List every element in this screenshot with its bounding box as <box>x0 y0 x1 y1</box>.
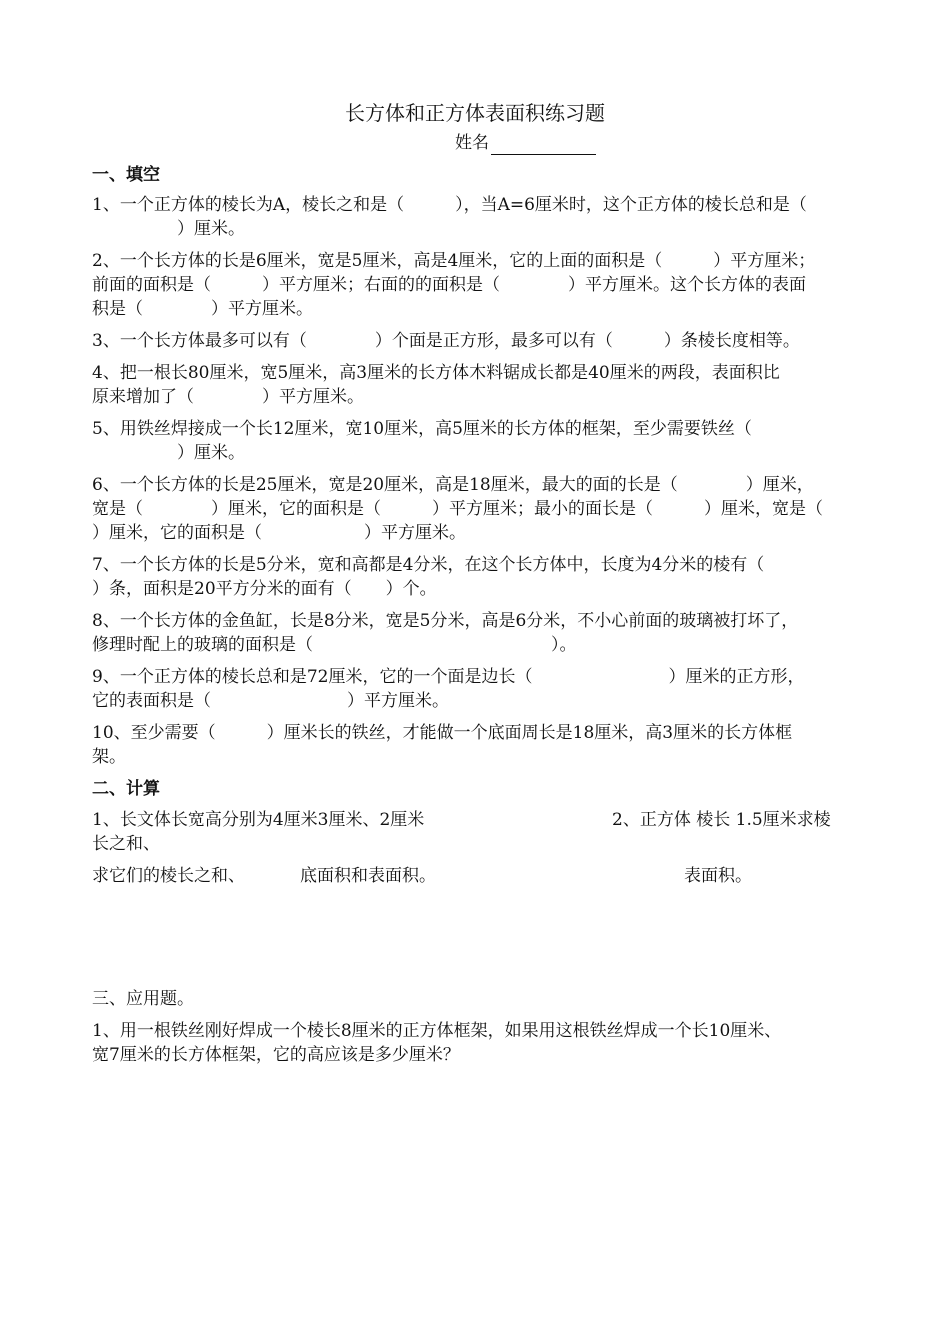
question-line: 2、一个长方体的长是6厘米，宽是5厘米，高是4厘米，它的上面的面积是（ ）平方厘米； <box>92 251 816 271</box>
section-fill-blank-heading: 一、填空 <box>92 165 160 185</box>
question-line: 架。 <box>92 747 126 767</box>
calc-question-1-line: 底面积和表面积。 <box>300 866 436 886</box>
calc-question-2-line: 2、正方体 棱长 1.5厘米求棱 <box>612 810 831 830</box>
question-line: 修理时配上的玻璃的面积是（ ）。 <box>92 635 577 655</box>
name-field <box>455 131 596 155</box>
question-line: 它的表面积是（ ）平方厘米。 <box>92 691 449 711</box>
question-line: 宽是（ ）厘米，它的面积是（ ）平方厘米；最小的面长是（ ）厘米，宽是（ <box>92 499 823 519</box>
calc-question-line: 长之和、 <box>92 834 160 854</box>
question-line: 5、用铁丝焊接成一个长12厘米，宽10厘米，高5厘米的长方体的框架，至少需要铁丝（ <box>92 419 752 439</box>
calc-question-1-line: 求它们的棱长之和、 <box>92 866 245 886</box>
section-application-heading: 三、应用题。 <box>92 989 194 1009</box>
question-line: 6、一个长方体的长是25厘米，宽是20厘米，高是18厘米，最大的面的长是（ ）厘米， <box>92 475 814 495</box>
calc-question-1-line: 1、长文体长宽高分别为4厘米3厘米、2厘米 <box>92 810 425 830</box>
question-line: 原来增加了（ ）平方厘米。 <box>92 387 364 407</box>
question-line: 3、一个长方体最多可以有（ ）个面是正方形，最多可以有（ ）条棱长度相等。 <box>92 331 800 351</box>
question-line: ）厘米。 <box>92 219 245 239</box>
question-line: 7、一个长方体的长是5分米，宽和高都是4分米，在这个长方体中，长度为4分米的棱有（ <box>92 555 765 575</box>
question-line: 10、至少需要（ ）厘米长的铁丝，才能做一个底面周长是18厘米，高3厘米的长方体框 <box>92 723 793 743</box>
question-line: ）条，面积是20平方分米的面有（ ）个。 <box>92 579 437 599</box>
question-line: 前面的面积是（ ）平方厘米；右面的的面积是（ ）平方厘米。这个长方体的表面 <box>92 275 806 295</box>
worksheet-title: 长方体和正方体表面积练习题 <box>345 101 605 125</box>
question-line: ）厘米，它的面积是（ ）平方厘米。 <box>92 523 466 543</box>
question-line: 9、一个正方体的棱长总和是72厘米，它的一个面是边长（ ）厘米的正方形， <box>92 667 805 687</box>
calc-question-2-line: 表面积。 <box>684 866 752 886</box>
question-line: 1、一个正方体的棱长为A，棱长之和是（ ），当A=6厘米时，这个正方体的棱长总和是（ <box>92 195 807 215</box>
question-line: 4、把一根长80厘米，宽5厘米，高3厘米的长方体木料锯成长都是40厘米的两段，表面积比 <box>92 363 780 383</box>
application-question-line: 1、用一根铁丝刚好焊成一个棱长8厘米的正方体框架，如果用这根铁丝焊成一个长10厘米、 <box>92 1021 782 1041</box>
question-line: 积是（ ）平方厘米。 <box>92 299 313 319</box>
application-question-line: 宽7厘米的长方体框架，它的高应该是多少厘米？ <box>92 1045 460 1065</box>
question-line: 8、一个长方体的金鱼缸，长是8分米，宽是5分米，高是6分米，不小心前面的玻璃被打坏了， <box>92 611 799 631</box>
name-label: 姓名 <box>455 133 489 153</box>
section-calculation-heading: 二、计算 <box>92 779 160 799</box>
question-line: ）厘米。 <box>92 443 245 463</box>
name-blank[interactable] <box>491 136 596 155</box>
